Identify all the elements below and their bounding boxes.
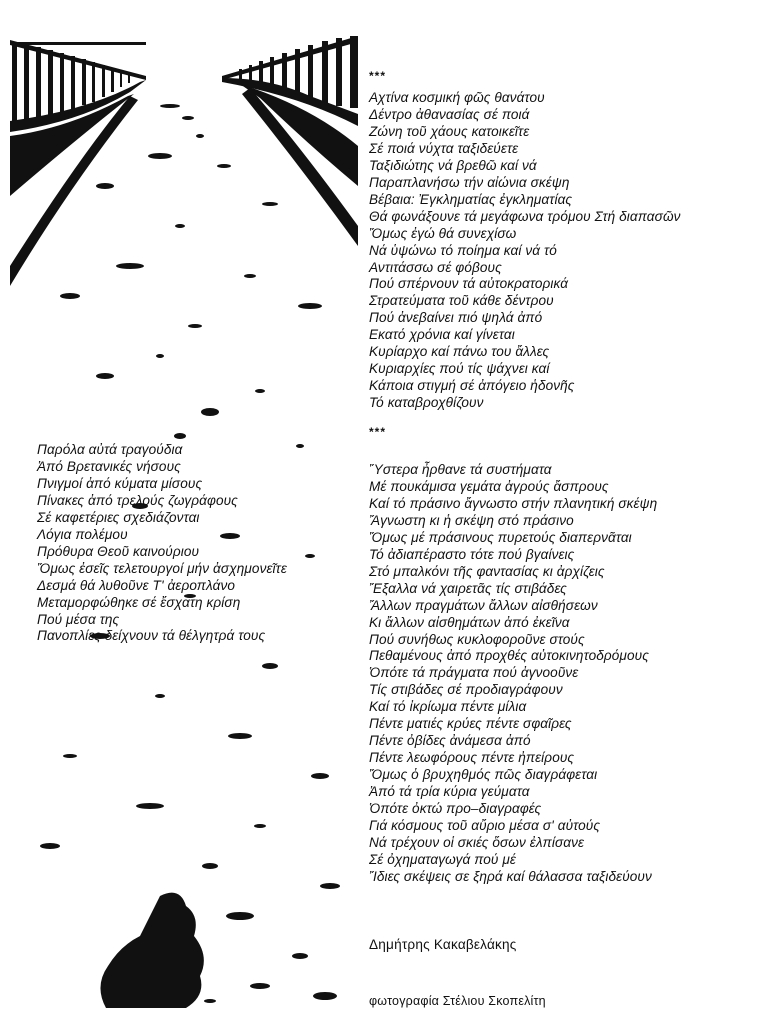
poem-line: Πού μέσα της [37,611,120,627]
photo-credit: φωτογραφία Στέλιου Σκοπελίτη [369,994,546,1008]
poem-line: Παραπλανήσω τήν αἰώνια σκέψη [369,174,570,190]
poem-right-bottom [369,462,657,886]
poem-line: Αχτίνα κοσμική φῶς θανάτου [369,90,545,105]
poem-line: Νά ὑψώνω τό ποίημα καί νά τό [369,242,557,258]
poem-line: Ἀπό τά τρία κύρια γεύματα [369,784,530,800]
poem-line: Ὅμως ἐγώ θά συνεχίσω [369,225,517,241]
poem-left [37,442,287,645]
poem-line: Σέ ὀχηματαγωγά πού μέ [369,851,516,867]
separator-middle: *** [369,425,387,439]
poem-line: Ἄγνωστη κι ἡ σκέψη στό πράσινο [369,512,574,528]
poem-line: Πίνακες ἀπό τρελούς ζωγράφους [37,492,238,508]
poem-line: Πεθαμένους ἀπό προχθές αὐτοκινητοδρόμους [369,648,649,664]
poem-line: Σέ ποιά νύχτα ταξιδεύετε [369,140,519,156]
poem-line: Πέντε ματιές κρύες πέντε σφαῖρες [369,716,572,732]
poem-line: Γιά κόσμους τοῦ αὔριο μέσα σ' αὐτούς [369,818,601,834]
poem-line: Κάποια στιγμή σέ ἀπόγειο ἡδονῆς [369,378,575,394]
poem-line: Τίς στιβάδες σέ προδιαγράφουν [369,682,563,698]
right-railing [222,36,358,186]
poem-line: Ἄλλων πραγμάτων ἄλλων αἰσθήσεων [369,597,598,613]
poem-line: Μέ πουκάμισα γεμάτα ἀγρούς ἄσπρους [369,478,609,494]
foreground-shadow [100,893,203,1008]
author-name: Δημήτρης Κακαβελάκης [369,937,517,952]
poem-line: Πέντε ὀβίδες ἀνάμεσα ἀπό [369,733,531,749]
poem-line: Ὅμως ἐσεῖς τελετουργοί μήν ἀσχημονεῖτε [37,560,287,576]
poem-line: Πού σπέρνουν τά αὐτοκρατορικά [369,276,569,292]
poem-line: Δέντρο ἀθανασίας σέ ποιά [369,106,530,122]
poem-line: Κυρίαρχο καί πάνω του ἄλλες [369,344,550,360]
poem-line: Πού ἀνεβαίνει πιό ψηλά ἀπό [369,310,543,326]
poem-line: Ἔξαλλα νά χαιρετᾶς τίς στιβάδες [369,580,567,596]
poem-line: Ὅμως ὁ βρυχηθμός πῶς διαγράφεται [369,767,598,783]
poem-line: Πανοπλίες δείχνουν τά θέλγητρά τους [37,628,266,644]
poem-line: Κι ἄλλων αἰσθημάτων ἀπό ἐκεῖνα [369,614,570,630]
poem-line: Ὁπότε τά πράγματα πού ἀγνοοῦνε [369,665,579,681]
poem-line: Θά φωνάξουνε τά μεγάφωνα τρόμου Στή διαπασῶν [369,208,681,224]
poem-right-top [369,90,681,412]
poem-line: Καί τό πράσινο ἄγνωστο στήν πλανητική σκέψη [369,495,658,511]
poem-line: Μεταμορφώθηκε σέ ἔσχατη κρίση [37,594,241,610]
poem-line: Ὅμως μέ πράσινους πυρετούς διαπερνᾶται [369,529,632,545]
poem-line: Πρόθυρα Θεοῦ καινούριου [37,543,200,559]
poem-line: Εκατό χρόνια καί γίνεται [369,327,515,343]
poem-line: Ζώνη τοῦ χάους κατοικεῖτε [369,123,530,139]
poem-line: Δεσμά θά λυθοῦνε Τ' ἀεροπλάνο [37,577,236,593]
poem-line: Ὕστερα ἦρθανε τά συστήματα [369,462,552,477]
poem-line: Ταξιδιώτης νά βρεθῶ καί νά [369,157,537,173]
poem-line: Σέ καφετέριες σχεδιάζονται [37,509,200,525]
poem-line: Πέντε λεωφόρους πέντε ἠπείρους [369,750,575,766]
poem-line: Καί τό ἰκρίωμα πέντε μίλια [369,699,527,715]
poem-line: Ἴδιες σκέψεις σε ξηρά καί θάλασσα ταξιδεύουν [369,868,652,884]
poem-line: Ἀπό Βρετανικές νήσους [37,458,181,474]
poem-line: Τό ἀδιαπέραστο τότε πού βγαίνεις [369,546,575,562]
poem-line: Πνιγμοί ἀπό κύματα μίσους [37,475,203,491]
poem-line: Στρατεύματα τοῦ κάθε δέντρου [369,293,554,309]
poem-line: Κυριαρχίες πού τίς ψάχνει καί [369,361,550,377]
poem-line: Ὁπότε ὀκτώ προ–διαγραφές [369,801,542,817]
poem-line: Λόγια πολέμου [37,526,128,542]
separator-top: *** [369,69,387,83]
poem-line: Πού συνήθως κυκλοφοροῦνε στούς [369,631,585,647]
poem-line: Αντιτάσσω σέ φόβους [369,259,502,275]
poem-line: Τό καταβροχθίζουν [369,395,484,411]
poem-line: Στό μπαλκόνι τῆς φαντασίας κι ἀρχίζεις [369,563,605,579]
poem-line: Νά τρέχουν οἱ σκιές ὅσων ἐλπίσανε [369,834,585,850]
poem-line: Βέβαια: Ἐγκληματίας ἐγκληματίας [369,191,573,207]
poem-line: Παρόλα αὐτά τραγούδια [37,442,183,457]
